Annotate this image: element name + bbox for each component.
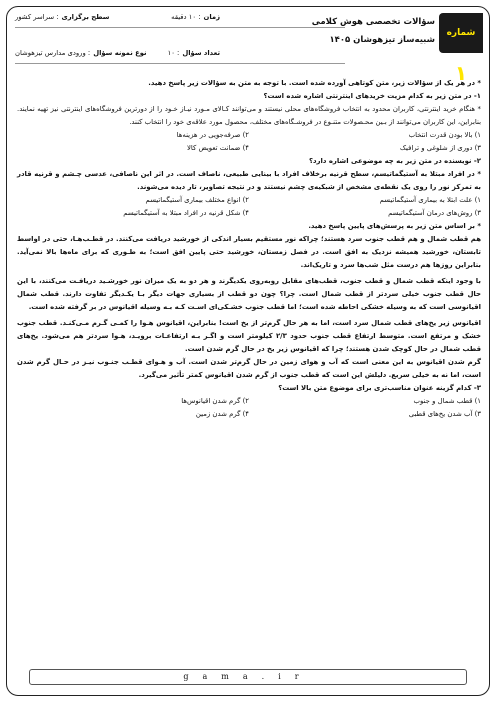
option-2-3[interactable]: ۳) روش‌های درمان آستیگماتیسم — [388, 209, 481, 217]
question-1-passage: * هنگام خرید اینترنتی، کاربران محدود به انتخاب فروشگاه‌های محلی نیستند و می‌توانند کـالای مـورد نیـاز خـود را از دورترین فروشگاه‌های اینترنتی نیز تهیه نمایند. بنابراین، این کاربران می‌توانند از بـین محـصولات متنـوع در فروشـگاه‌های مختلف، محصول مورد علاقه‌ی خود را انتخاب کنند. — [17, 105, 481, 126]
question-3-options — [17, 395, 481, 421]
count-value: : ۱۰ — [167, 49, 180, 57]
question-3-stem: ۳- کدام گزینه عنوان مناسب‌تری برای موضوع متن بالا است؟ — [278, 384, 481, 392]
time-value: : ۱۰ دقیقه — [171, 13, 201, 21]
type-info — [15, 49, 147, 57]
option-2-1[interactable]: ۱) علت ابتلا به بیماری آستیگماتیسم — [379, 196, 481, 204]
intro-instruction: * در هر یک از سؤالات زیر، متن کوتاهی آورده شده است. با توجه به متن به سؤالات زیر پاسخ دهید. — [148, 79, 481, 87]
time-info — [171, 13, 220, 21]
exam-content — [17, 77, 481, 421]
passage-3-paragraph-1: هم قطب شمال و هم قطب جنوب سرد هستند؛ چراکه نور مستقیم بسیار اندکی از خورشید دریافت می‌کنند. در قطـب‌هـا، حتی در اواسط تابستان، خورشید همیشه نزدیک به افق است. در فصل زمستان، خورشید حتی پایین افق است؛ به طـوری که برای ماه‌ها بالا نمی‌آید. بنابراین روزها هم درست مثل شب‌ها سرد و تاریک‌اند. — [17, 235, 481, 269]
meta-divider — [15, 27, 345, 28]
exam-number-badge — [439, 13, 483, 85]
level-label: سطح برگزاری — [61, 13, 110, 21]
option-2-2[interactable]: ۲) انواع مختلف بیماری آستیگماتیسم — [145, 196, 249, 204]
passage-3-paragraph-2: با وجود اینکه قطب شمال و قطب جنوب، قطب‌های مقابل روبه‌روی یکدیگرند و هر دو به یک میزان نور خورشـید دریافـت می‌کنند، با این حال قطب جنوب خیلی سردتر از قطب شمال است. چرا؟ چون دو قطب از بسیاری جهات دیگر بـا یکـدیگر تفاوت دارند. قطب شمال اقیانوسی است که به وسیله خشکی احاطه شده است؛ اما قطب جنوب خشـکی‌ای اسـت کـه بـه وسیله اقیانوس در بر گرفته شده است. — [17, 277, 481, 311]
option-3-3[interactable]: ۳) آب شدن یخ‌های قطبی — [408, 410, 481, 418]
option-3-2[interactable]: ۲) گرم شدن اقیانوس‌ها — [181, 397, 249, 405]
exam-meta — [15, 13, 345, 63]
option-1-4[interactable]: ۴) ضمانت تعویض کالا — [186, 144, 249, 152]
question-1-options — [17, 129, 481, 155]
site-footer[interactable]: gama.ir — [29, 669, 467, 685]
option-3-4[interactable]: ۴) گرم شدن زمین — [195, 410, 249, 418]
exam-subtitle: شبیه‌ساز تیزهوشان ۱۴۰۵ — [329, 35, 435, 45]
level-value: : سراسر کشور — [15, 13, 59, 21]
passage-3-paragraph-4: گرم شدن اقیانوس به این معنی است که آب و هوای زمین در حال گرم‌تر شدن است. آب و هـوای قطـب جنـوب نیـز در حـال گرم شدن است، اما نه به خیلی سریع. دلیلش این است که قطب جنوب از گرم شدن اقیانوس کمتر تأثیر می‌گیرد. — [17, 358, 481, 379]
option-1-1[interactable]: ۱) بالا بودن قدرت انتخاب — [408, 131, 481, 139]
option-1-2[interactable]: ۲) صرفه‌جویی در هزینه‌ها — [176, 131, 249, 139]
level-info — [15, 13, 110, 21]
question-2-options — [17, 194, 481, 220]
count-info — [168, 49, 220, 57]
count-label: تعداد سؤال — [182, 49, 220, 57]
type-label: نوع نمونه سؤال — [93, 49, 147, 57]
question-1-stem: ۱- در متن زیر به کدام مزیت خریدهای اینترنتی اشاره شده است؟ — [263, 92, 481, 100]
type-value: : ورودی مدارس تیزهوشان — [15, 49, 91, 57]
exam-sheet — [6, 6, 490, 696]
badge-number: ۱ — [454, 61, 468, 85]
option-1-3[interactable]: ۳) دوری از شلوغی و ترافیک — [399, 144, 481, 152]
badge-text: شماره — [446, 28, 476, 38]
passage-3-paragraph-3: اقیانوس زیر یخ‌های قطب شمال سرد است، اما به هر حال گرم‌تر از یخ است! بنابراین، اقیانوس هـوا را کمـی گـرم مـی‌کنـد. قطب جنوب خشک و مرتفع است. متوسط ارتفاع قطب جنوب حدود ۲/۳ کیلومتر است و اگـر بـه ارتفاعـات برویـد، هـوا سردتر هم می‌شود. یخ‌های قطب شمال در حال کوچک شدن هستند؛ چرا که اقیانوس زیر یخ در حال گرم شدن است. — [17, 319, 481, 353]
exam-title: سؤالات تخصصی هوش کلامی — [311, 17, 435, 27]
time-label: زمان — [203, 13, 220, 21]
passage-3-instruction: * بر اساس متن زیر به پرسش‌های پایین پاسخ دهید. — [308, 222, 481, 230]
option-2-4[interactable]: ۴) شکل قرنیه در افراد مبتلا به آستیگماتیسم — [123, 209, 249, 217]
question-2-stem: ۲- نویسنده در متن زیر به چه موضوعی اشاره دارد؟ — [309, 157, 481, 165]
meta-divider-bottom — [15, 63, 345, 64]
exam-title-box — [311, 13, 483, 85]
option-3-1[interactable]: ۱) قطب شمال و جنوب — [413, 397, 481, 405]
question-2-passage: * در افراد مبتلا به آستیگماتیسم، سطح قرنیه برخلاف افراد با بینایی طبیعی، ناصاف است. در اثر این ناصافی، عدسی چـشم و قرنیه قادر به تمرکز نور را روی یک نقطه‌ی مشخص از شبکیه‌ی چشم نیستند و در نتیجه تصاویر، تار دیده می‌شوند. — [17, 170, 481, 191]
